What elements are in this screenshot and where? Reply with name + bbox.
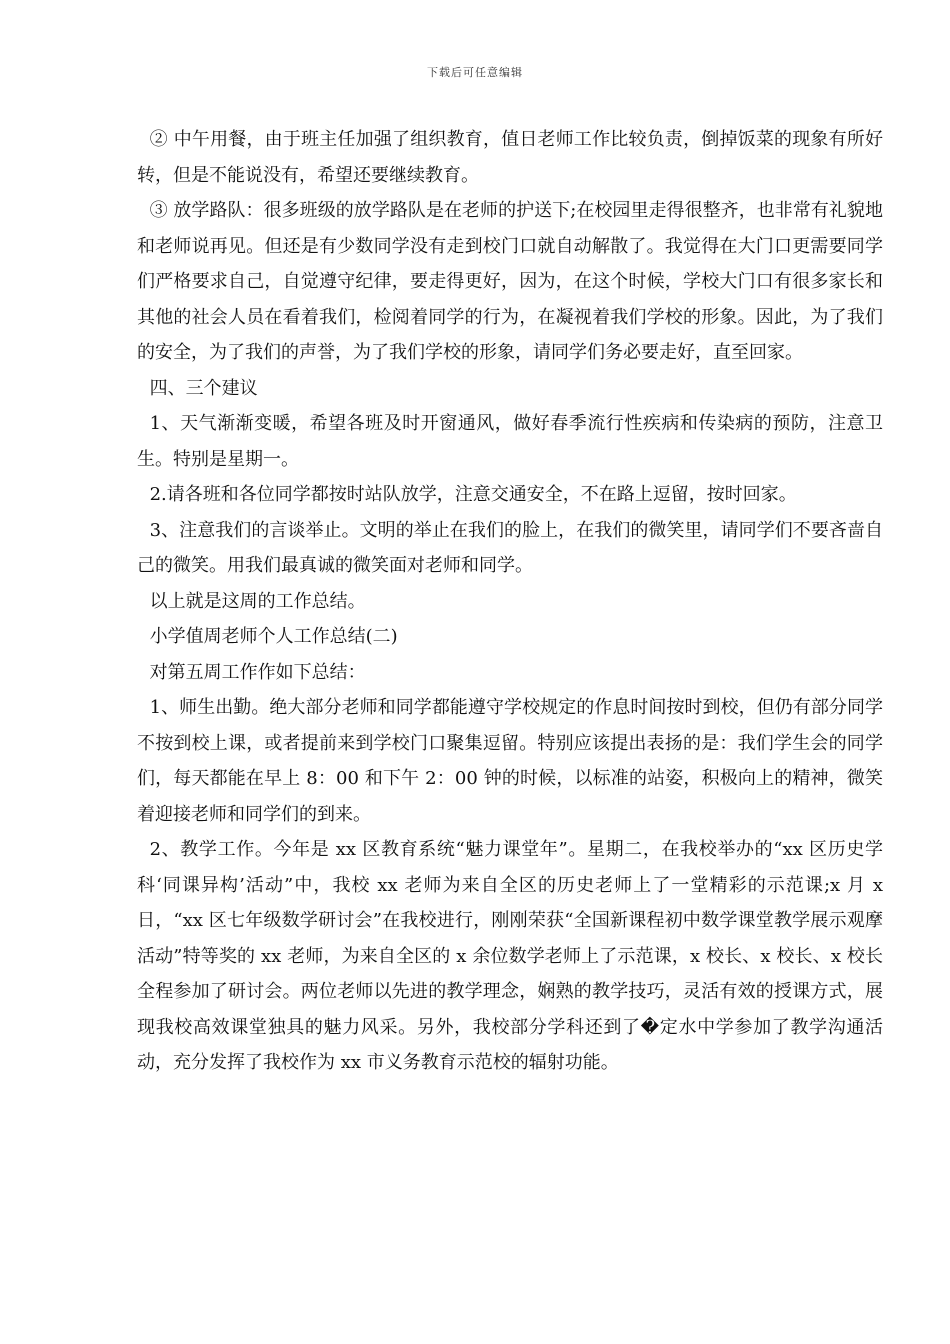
item-attendance: 1、师生出勤。绝大部分老师和同学都能遵守学校规定的作息时间按时到校，但仍有部分同学不按到校上课，或者提前来到学校门口聚集逗留。特别应该提出表扬的是：我们学生会的同学们，每天都能在早上 8：00 和下午 2：00 钟的时候，以标准的站姿，积极向上的精神，微笑着迎接老师和同学们的到来。 [137, 697, 883, 825]
suggestion-1: 1、天气渐渐变暖，希望各班及时开窗通风，做好春季流行性疾病和传染病的预防，注意卫生。特别是星期一。 [137, 413, 883, 470]
heading-three-suggestions: 四、三个建议 [149, 377, 258, 399]
section-title-2: 小学值周老师个人工作总结(二) [149, 626, 398, 647]
suggestion-2: 2.请各班和各位同学都按时站队放学，注意交通安全，不在路上逗留，按时回家。 [149, 484, 797, 505]
item-teaching: 2、教学工作。今年是 xx 区教育系统“魅力课堂年”。星期二，在我校举办的“xx 区历史学科‘同课异构’活动”中，我校 xx 老师为来自全区的历史老师上了一堂精彩的示范课;x 月 x 日，“xx 区七年级数学研讨会”在我校进行，刚刚荣获“全国新课程初中数学课堂教学展示观摩活动”特等奖的 xx 老师，为来自全区的 x 余位数学老师上了示范课，x 校长、x 校长、x 校长全程参加了研讨会。两位老师以先进的教学理念，娴熟的教学技巧，灵活有效的授课方式，展现我校高效课堂独具的魅力风采。另外，我校部分学科还到了�定水中学参加了教学沟通活动，充分发挥了我校作为 xx 市义务教育示范校的辐射功能。 [137, 839, 883, 1073]
paragraph-dismissal: ③ 放学路队：很多班级的放学路队是在老师的护送下;在校园里走得很整齐，也非常有礼貌地和老师说再见。但还是有少数同学没有走到校门口就自动解散了。我觉得在大门口更需要同学们严格要求自己，自觉遵守纪律，要走得更好，因为，在这个时候，学校大门口有很多家长和其他的社会人员在看着我们，检阅着同学的行为，在凝视着我们学校的形象。因此，为了我们的安全，为了我们的声誉，为了我们学校的形象，请同学们务必要走好，直至回家。 [137, 200, 883, 363]
suggestion-3: 3、注意我们的言谈举止。文明的举止在我们的脸上，在我们的微笑里，请同学们不要吝啬自己的微笑。用我们最真诚的微笑面对老师和同学。 [137, 519, 883, 576]
paragraph-lunch: ② 中午用餐，由于班主任加强了组织教育，值日老师工作比较负责，倒掉饭菜的现象有所好转，但是不能说没有，希望还要继续教育。 [137, 129, 883, 186]
week-five-intro: 对第五周工作作如下总结： [149, 661, 366, 683]
summary-closing: 以上就是这周的工作总结。 [149, 590, 366, 612]
document-body [137, 122, 883, 1081]
page-header-note: 下载后可任意编辑 [427, 66, 523, 79]
